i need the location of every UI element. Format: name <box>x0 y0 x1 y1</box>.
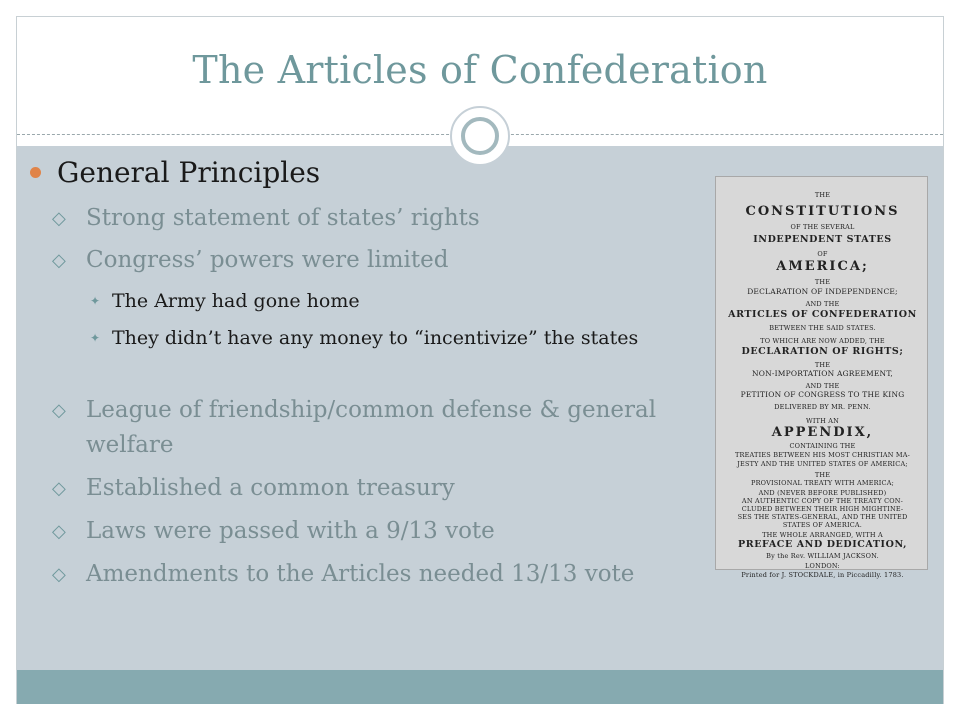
doc-line: Printed for J. STOCKDALE, in Piccadilly. 1783. <box>741 571 904 579</box>
doc-line: BETWEEN THE SAID STATES. <box>769 324 876 332</box>
doc-line: APPENDIX, <box>771 425 874 440</box>
doc-line: STATES OF AMERICA. <box>782 521 863 529</box>
doc-line: THE <box>814 191 831 199</box>
doc-line: CONTAINING THE <box>789 442 856 450</box>
point-league-of-friendship <box>52 393 676 463</box>
bullet-heading-text: General Principles <box>57 156 321 189</box>
point-laws-vote <box>52 514 676 549</box>
divider-ring-icon <box>450 106 510 166</box>
subpoint-text: They didn’t have any money to “incentivize” the states <box>112 327 639 349</box>
four-point-star-icon: ✦ <box>90 294 101 308</box>
doc-line: DECLARATION OF RIGHTS; <box>741 346 904 357</box>
square-diamond-icon: ◇ <box>52 478 66 499</box>
four-point-star-icon: ✦ <box>90 331 101 345</box>
doc-line: AND (NEVER BEFORE PUBLISHED) <box>758 489 887 497</box>
subpoint-text: The Army had gone home <box>112 290 360 312</box>
doc-line: WITH AN <box>805 417 840 425</box>
subpoint-army <box>90 287 680 315</box>
doc-line: LONDON: <box>805 562 840 570</box>
doc-line: TREATIES BETWEEN HIS MOST CHRISTIAN MA- <box>734 451 911 459</box>
point-text: Strong statement of states’ rights <box>86 205 480 231</box>
doc-line: NON-IMPORTATION AGREEMENT, <box>751 369 894 378</box>
doc-line: INDEPENDENT STATES <box>753 234 892 245</box>
square-diamond-icon: ◇ <box>52 564 66 585</box>
doc-line: By the Rev. WILLIAM JACKSON. <box>766 552 879 560</box>
doc-line: AMERICA; <box>776 259 869 274</box>
doc-line: SES THE STATES-GENERAL, AND THE UNITED <box>737 513 908 521</box>
divider-ring-inner <box>461 117 499 155</box>
footer-bar <box>17 670 943 704</box>
doc-line: AN AUTHENTIC COPY OF THE TREATY CON- <box>741 497 904 505</box>
square-diamond-icon: ◇ <box>52 400 66 421</box>
square-diamond-icon: ◇ <box>52 521 66 542</box>
doc-line: THE WHOLE ARRANGED, WITH A <box>762 531 883 539</box>
point-congress-powers <box>52 243 676 278</box>
point-common-treasury <box>52 471 676 506</box>
point-text: League of friendship/common defense & general welfare <box>86 397 657 458</box>
doc-line: OF <box>817 250 828 258</box>
doc-line: JESTY AND THE UNITED STATES OF AMERICA; <box>737 460 908 468</box>
doc-line: PREFACE AND DEDICATION, <box>737 539 908 550</box>
subpoint-money <box>90 324 680 352</box>
point-amendments-vote <box>52 557 676 592</box>
square-diamond-icon: ◇ <box>52 250 66 271</box>
point-states-rights <box>52 201 676 236</box>
point-text: Congress’ powers were limited <box>86 247 449 273</box>
point-text: Amendments to the Articles needed 13/13 vote <box>86 561 635 587</box>
doc-line: TO WHICH ARE NOW ADDED, THE <box>760 337 885 345</box>
doc-line: ARTICLES OF CONFEDERATION <box>728 309 917 320</box>
doc-line: CLUDED BETWEEN THEIR HIGH MIGHTINE- <box>741 505 904 513</box>
doc-line: AND THE <box>805 300 840 308</box>
doc-line: AND THE <box>805 382 840 390</box>
doc-line: THE <box>814 361 831 369</box>
constitutions-title-page-image <box>715 176 928 579</box>
slide-title: The Articles of Confederation <box>192 48 768 92</box>
doc-line: OF THE SEVERAL <box>790 223 855 231</box>
doc-line: PETITION OF CONGRESS TO THE KING <box>740 390 905 399</box>
doc-line: PROVISIONAL TREATY WITH AMERICA; <box>751 479 894 487</box>
bullet-general-principles <box>30 156 320 189</box>
doc-line: THE <box>814 278 831 286</box>
point-text: Established a common treasury <box>86 475 455 501</box>
point-text: Laws were passed with a 9/13 vote <box>86 518 495 544</box>
doc-line: THE <box>814 471 831 479</box>
doc-line: DECLARATION OF INDEPENDENCE; <box>747 287 898 296</box>
orange-dot-icon <box>30 167 41 178</box>
doc-line: CONSTITUTIONS <box>745 204 900 219</box>
doc-line: DELIVERED BY MR. PENN. <box>774 403 871 411</box>
square-diamond-icon: ◇ <box>52 208 66 229</box>
